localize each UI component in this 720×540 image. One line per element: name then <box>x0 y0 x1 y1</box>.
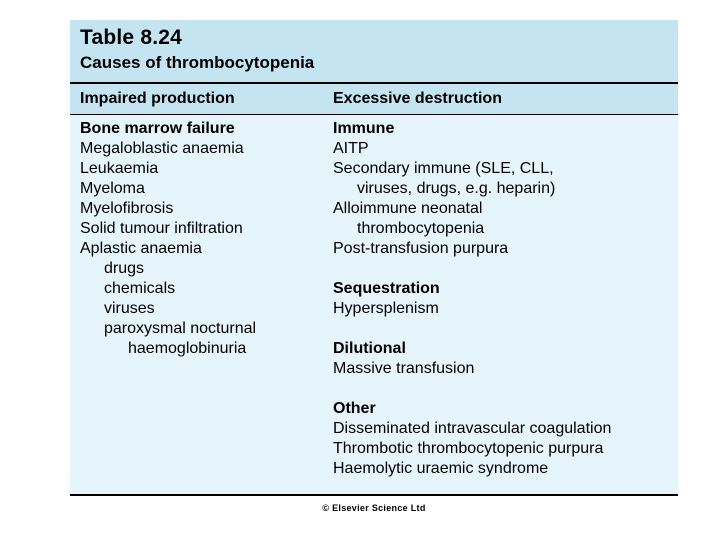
production-cause-item: Aplastic anaemia <box>80 240 202 257</box>
production-category-heading: Bone marrow failure <box>80 120 235 137</box>
destruction-cause-item: Secondary immune (SLE, CLL, <box>333 160 554 177</box>
destruction-spacer <box>333 259 673 279</box>
table-number: Table 8.24 <box>80 26 182 49</box>
destruction-cause-item: Haemolytic uraemic syndrome <box>333 460 549 477</box>
table-bottom-rule <box>70 494 678 496</box>
destruction-spacer <box>333 379 673 399</box>
production-cause-item: paroxysmal nocturnal <box>104 320 257 337</box>
destruction-category-heading: Dilutional <box>333 340 406 357</box>
production-cause-item: viruses <box>104 300 155 317</box>
impaired-production-column <box>80 119 325 359</box>
destruction-cause-item: thrombocytopenia <box>357 220 485 237</box>
destruction-cause-item: AITP <box>333 140 369 157</box>
destruction-category-heading: Immune <box>333 120 395 137</box>
production-cause-item: chemicals <box>104 280 176 297</box>
table-title: Causes of thrombocytopenia <box>80 53 315 72</box>
column-header-excessive-destruction: Excessive destruction <box>333 90 502 107</box>
table-header-row <box>70 82 678 115</box>
production-cause-item: drugs <box>104 260 145 277</box>
destruction-cause-item: Disseminated intravascular coagulation <box>333 420 612 437</box>
destruction-category-heading: Sequestration <box>333 280 440 297</box>
destruction-spacer <box>333 319 673 339</box>
production-cause-item: Leukaemia <box>80 160 159 177</box>
destruction-category-heading: Other <box>333 400 376 417</box>
production-cause-item: haemoglobinuria <box>128 340 247 357</box>
destruction-cause-item: viruses, drugs, e.g. heparin) <box>357 180 556 197</box>
production-cause-item: Myelofibrosis <box>80 200 174 217</box>
table-card <box>70 20 678 496</box>
copyright-notice: © Elsevier Science Ltd <box>322 503 426 513</box>
destruction-cause-item: Massive transfusion <box>333 360 475 377</box>
destruction-cause-item: Thrombotic thrombocytopenic purpura <box>333 440 604 457</box>
table-title-block <box>70 20 678 82</box>
production-cause-item: Myeloma <box>80 180 145 197</box>
column-header-impaired-production: Impaired production <box>80 90 235 107</box>
production-cause-item: Solid tumour infiltration <box>80 220 243 237</box>
destruction-cause-item: Hypersplenism <box>333 300 439 317</box>
table-body <box>70 114 678 494</box>
excessive-destruction-column <box>333 119 673 479</box>
production-cause-item: Megaloblastic anaemia <box>80 140 244 157</box>
destruction-cause-item: Alloimmune neonatal <box>333 200 483 217</box>
destruction-cause-item: Post-transfusion purpura <box>333 240 509 257</box>
